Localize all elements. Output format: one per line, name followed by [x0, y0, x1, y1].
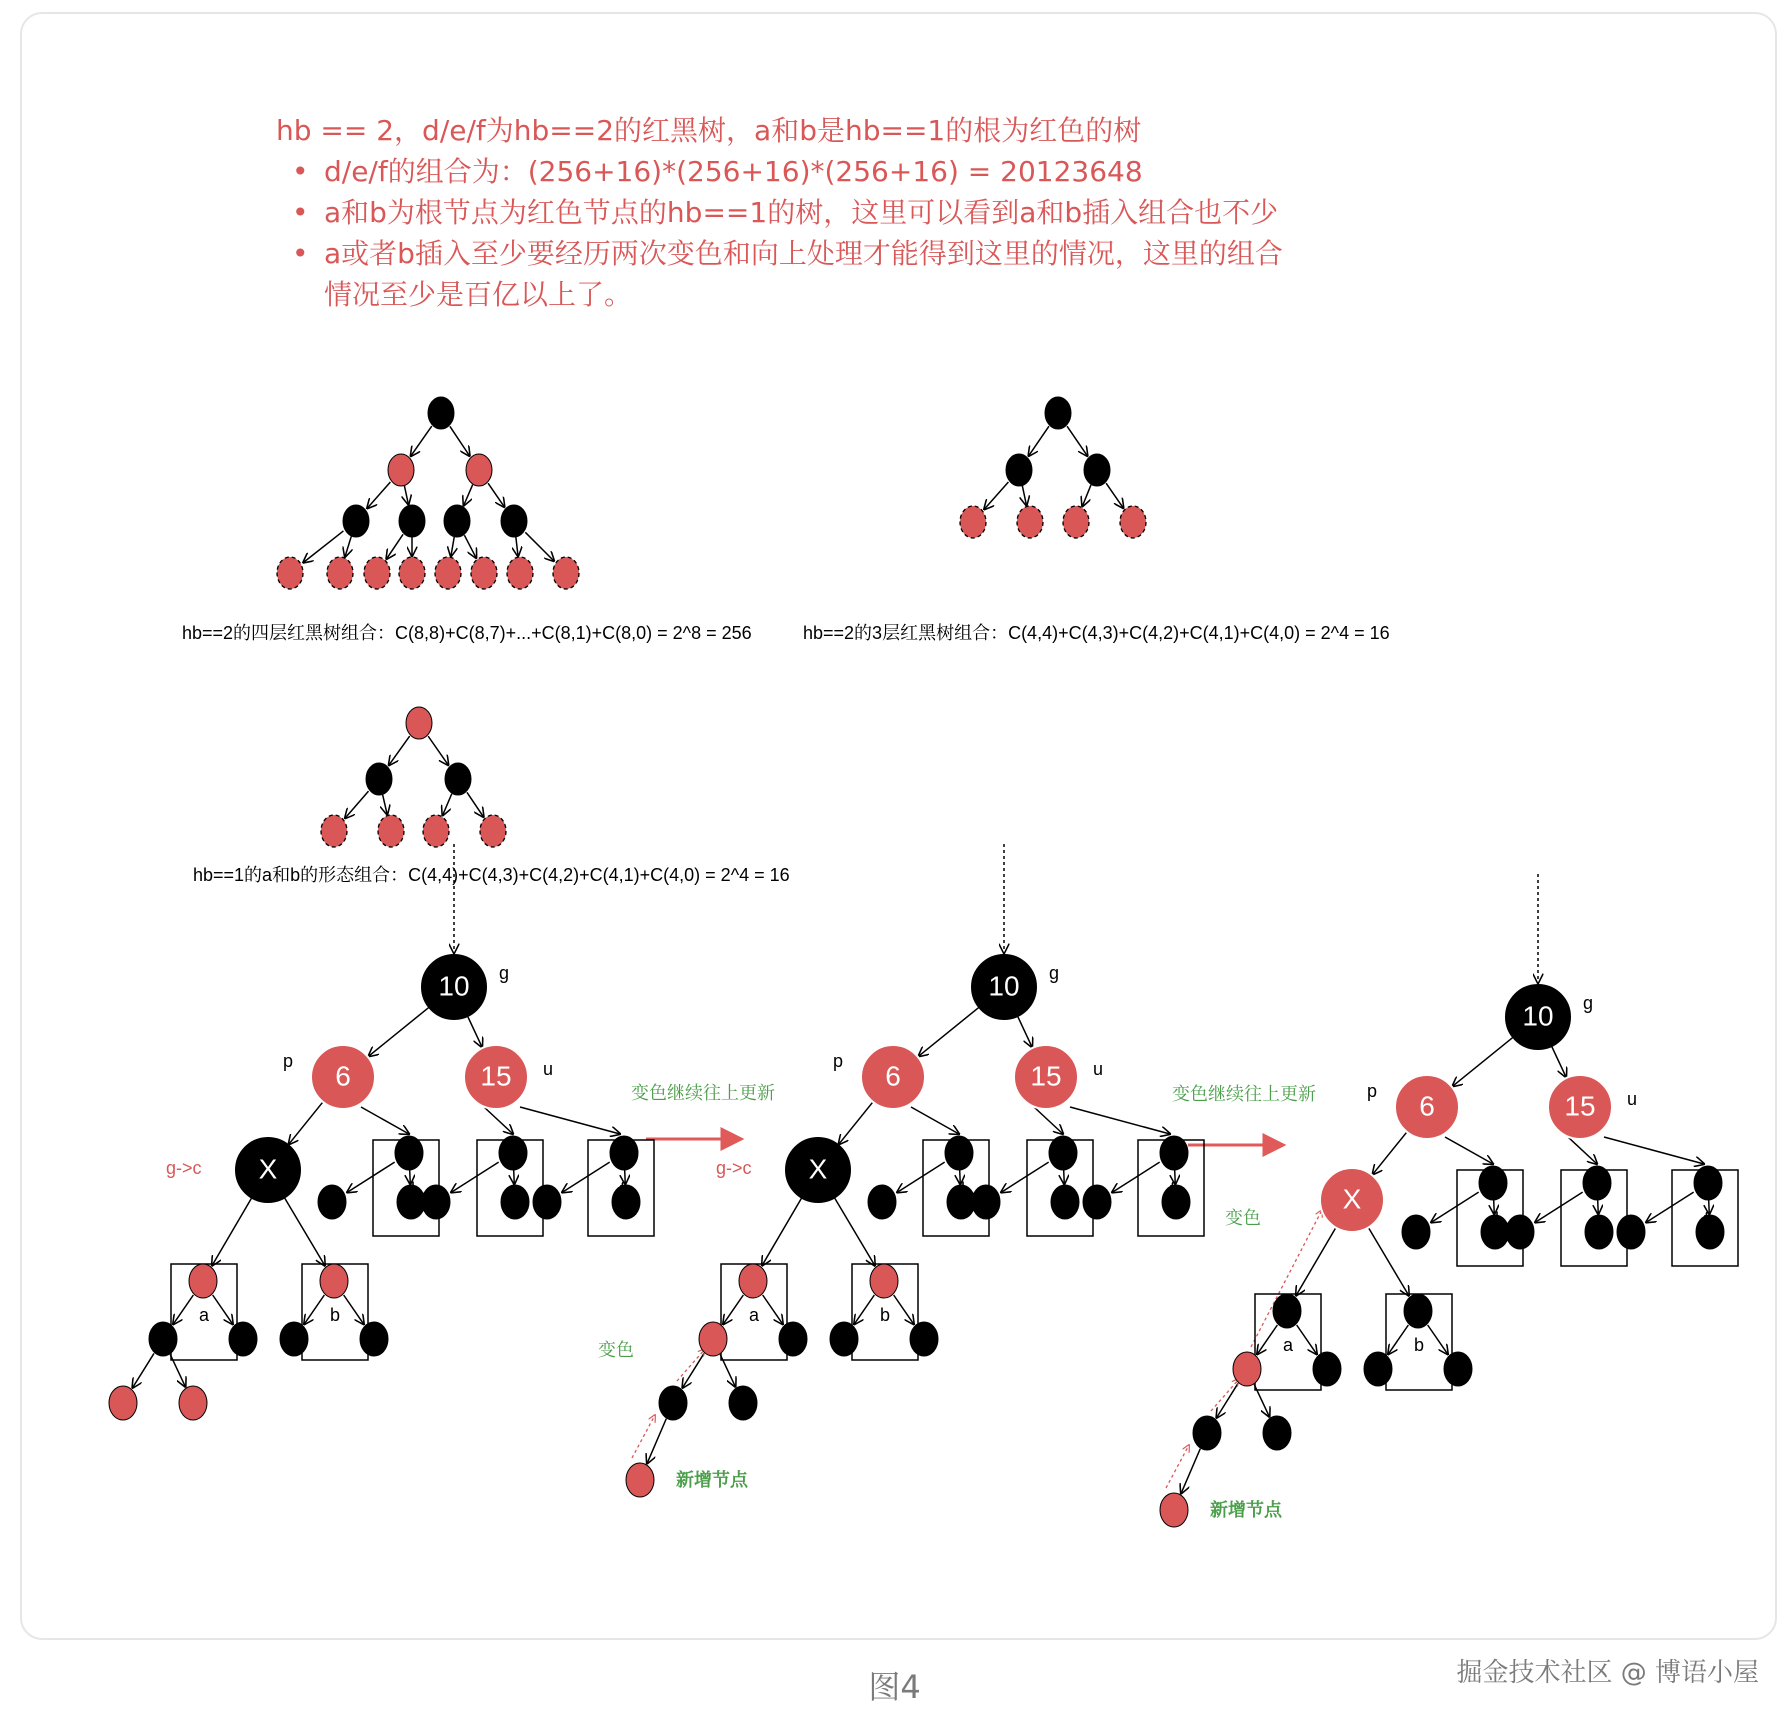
red-node — [471, 557, 497, 589]
tree-edge — [520, 1107, 620, 1134]
label-g: g — [1583, 993, 1594, 1013]
tree-edge — [289, 1102, 323, 1144]
bullet-continuation: 情况至少是百亿以上了。 — [324, 278, 633, 311]
red-node — [507, 557, 533, 589]
red-node — [277, 557, 303, 589]
black-node — [972, 1185, 1000, 1219]
black-node — [444, 505, 470, 537]
node-x-value: X — [258, 1153, 278, 1185]
subtree-b-root — [1404, 1294, 1432, 1328]
black-node — [1162, 1185, 1190, 1219]
tree-edge — [763, 1295, 783, 1324]
recolor-path-arrow — [1211, 1379, 1239, 1411]
black-node — [1193, 1416, 1221, 1450]
tree-edge — [911, 1107, 959, 1134]
hb1-root — [406, 707, 432, 739]
label-u: u — [1627, 1089, 1638, 1109]
node-x-value: X — [1342, 1183, 1362, 1215]
new-node-label: 新增节点 — [1210, 1500, 1282, 1520]
black-node — [1444, 1352, 1472, 1386]
black-node — [910, 1322, 938, 1356]
tree-edge — [1373, 1132, 1407, 1174]
tree-edge — [484, 1107, 513, 1134]
red-node — [1233, 1352, 1261, 1386]
black-node — [1083, 1185, 1111, 1219]
subtree-label-b: b — [880, 1305, 891, 1325]
black-node — [399, 505, 425, 537]
tree-edge — [369, 1007, 430, 1056]
black-node — [395, 1136, 423, 1170]
node-g-value: 10 — [438, 970, 470, 1002]
tree-edge — [1453, 1037, 1514, 1086]
tree-edge — [404, 486, 408, 505]
tree3-root — [1045, 397, 1071, 429]
bullet-item: • a或者b插入至少要经历两次变色和向上处理才能得到这里的情况，这里的组合 — [324, 233, 1376, 274]
tree-edge — [1022, 486, 1026, 506]
label-p: p — [1367, 1081, 1378, 1101]
tree-edge — [1646, 1192, 1693, 1222]
red-node — [388, 454, 414, 486]
red-node — [466, 454, 492, 486]
black-node — [779, 1322, 807, 1356]
label-p: p — [283, 1051, 294, 1071]
node-p-value: 6 — [1419, 1090, 1435, 1122]
tree-edge — [464, 535, 476, 558]
red-node — [399, 557, 425, 589]
tree-edge — [1568, 1137, 1597, 1164]
tree-edge — [347, 1162, 394, 1192]
label-recolor-up: 变色继续往上更新 — [1172, 1084, 1316, 1104]
bullet-item: • a和b为根节点为红色节点的hb==1的树，这里可以看到a和b插入组合也不少 — [324, 192, 1376, 233]
node-g-value: 10 — [1522, 1000, 1554, 1032]
tree-edge — [1296, 1228, 1336, 1296]
red-node — [423, 815, 449, 847]
tree-edge — [1445, 1137, 1493, 1164]
label-recolor-up: 变色继续往上更新 — [631, 1083, 775, 1103]
red-node — [179, 1386, 207, 1420]
tree-edge — [1067, 426, 1087, 456]
black-node — [1694, 1166, 1722, 1200]
subtree-label-d: d — [955, 1179, 966, 1199]
tree-edge — [170, 1354, 185, 1386]
black-node — [610, 1136, 638, 1170]
subtree-a-root — [1273, 1294, 1301, 1328]
label-recolor: 变色 — [1225, 1208, 1261, 1228]
black-node — [1084, 454, 1110, 486]
black-node — [499, 1136, 527, 1170]
red-node — [1120, 506, 1146, 538]
black-node — [1506, 1215, 1534, 1249]
black-node — [729, 1386, 757, 1420]
label-g-to-c: g->c — [166, 1158, 202, 1178]
tree-edge — [386, 534, 403, 559]
figure-caption: 图4 — [868, 1668, 921, 1706]
node-layer — [109, 397, 1724, 1527]
subtree-label-f: f — [1704, 1209, 1710, 1229]
tree-edge — [1082, 485, 1091, 506]
tree-edge — [894, 1295, 914, 1324]
subtree-label-d: d — [405, 1179, 416, 1199]
black-node — [229, 1322, 257, 1356]
tree-edge — [464, 485, 473, 506]
tree-edge — [1106, 483, 1123, 508]
subtree-label-a: a — [749, 1305, 760, 1325]
subtree-b-root — [870, 1264, 898, 1298]
tree-edge — [984, 482, 1008, 509]
new-node-label: 新增节点 — [676, 1470, 748, 1490]
subtree-a-root — [189, 1264, 217, 1298]
black-node — [1049, 1136, 1077, 1170]
black-node — [868, 1185, 896, 1219]
tree-edge — [443, 794, 452, 816]
tree-edge — [1428, 1325, 1448, 1354]
black-node — [318, 1185, 346, 1219]
tree-edge — [562, 1162, 609, 1192]
tree-edge — [389, 736, 410, 765]
label-p: p — [833, 1051, 844, 1071]
subtree-label-a: a — [199, 1305, 210, 1325]
tree-edge — [133, 1353, 154, 1387]
tree-edge — [344, 1295, 364, 1324]
black-node — [360, 1322, 388, 1356]
caption-three-layer: hb==2的3层红黑树组合：C(4,4)+C(4,3)+C(4,2)+C(4,1)+C(4,0) = 2^4 = 16 — [803, 623, 1390, 643]
black-node — [280, 1322, 308, 1356]
node-x-value: X — [808, 1153, 828, 1185]
node-u-value: 15 — [480, 1060, 512, 1092]
black-node — [149, 1322, 177, 1356]
black-node — [612, 1185, 640, 1219]
black-node — [343, 505, 369, 537]
node-p-value: 6 — [885, 1060, 901, 1092]
tree-edge — [1552, 1046, 1567, 1077]
tree-edge — [428, 736, 448, 765]
red-node — [321, 815, 347, 847]
tree-edge — [304, 1295, 324, 1324]
tree-edge — [1112, 1162, 1159, 1192]
subtree-label-e: e — [1059, 1179, 1070, 1199]
tree-edge — [411, 426, 432, 456]
red-node — [1017, 506, 1043, 538]
black-node — [1583, 1166, 1611, 1200]
black-node — [445, 763, 471, 795]
subtree-label-b: b — [330, 1305, 341, 1325]
black-node — [1402, 1215, 1430, 1249]
tree-edge — [467, 792, 484, 817]
tree-edge — [450, 426, 470, 456]
tree-edge — [1029, 426, 1049, 456]
black-node — [659, 1386, 687, 1420]
black-node — [1696, 1215, 1724, 1249]
black-node — [1006, 454, 1032, 486]
label-u: u — [1093, 1059, 1104, 1079]
tree-edge — [468, 1016, 483, 1047]
tree4-root — [428, 397, 454, 429]
black-node — [1479, 1166, 1507, 1200]
red-node — [553, 557, 579, 589]
tree-edge — [212, 1198, 252, 1266]
node-u-value: 15 — [1564, 1090, 1596, 1122]
label-recolor: 变色 — [598, 1340, 634, 1360]
watermark: 掘金技术社区 @ 博语小屋 — [1456, 1658, 1759, 1688]
red-node — [480, 815, 506, 847]
black-node — [501, 505, 527, 537]
tree-edge — [213, 1295, 233, 1324]
label-g: g — [499, 963, 510, 983]
label-g-to-c: g->c — [716, 1158, 752, 1178]
tree-edge — [383, 795, 388, 815]
subtree-label-f: f — [620, 1179, 626, 1199]
subtree-label-e: e — [1593, 1209, 1604, 1229]
tree-edge — [345, 536, 351, 556]
red-node — [1063, 506, 1089, 538]
black-node — [1160, 1136, 1188, 1170]
subtree-label-b: b — [1414, 1335, 1425, 1355]
tree-edge — [361, 1107, 409, 1134]
tree-edge — [723, 1295, 743, 1324]
tree-edge — [1018, 1016, 1033, 1047]
tree-edge — [919, 1007, 980, 1056]
new-node — [626, 1463, 654, 1497]
tree-edge — [1297, 1325, 1317, 1354]
tree-edge — [1254, 1384, 1269, 1416]
red-node — [378, 815, 404, 847]
subtree-label-e: e — [509, 1179, 520, 1199]
bullet-item: • d/e/f的组合为：(256+16)*(256+16)*(256+16) = 20123648 — [324, 151, 1376, 192]
red-node — [109, 1386, 137, 1420]
red-node — [960, 506, 986, 538]
new-node — [1160, 1493, 1188, 1527]
red-node — [327, 557, 353, 589]
subtree-b-root — [320, 1264, 348, 1298]
subtree-label-a: a — [1283, 1335, 1294, 1355]
label-u: u — [543, 1059, 554, 1079]
black-node — [533, 1185, 561, 1219]
subtree-label-d: d — [1489, 1209, 1500, 1229]
tree-edge — [854, 1295, 874, 1324]
tree-edge — [839, 1102, 873, 1144]
tree-edge — [1070, 1107, 1170, 1134]
tree-edge — [1001, 1162, 1048, 1192]
recolor-path-arrow — [677, 1349, 705, 1381]
tree-edge — [1604, 1137, 1704, 1164]
caption-four-layer: hb==2的四层红黑树组合：C(8,8)+C(8,7)+...+C(8,1)+C(8,0) = 2^8 = 256 — [182, 623, 752, 643]
black-node — [830, 1322, 858, 1356]
tree-edge — [345, 791, 368, 818]
heading-line: hb == 2，d/e/f为hb==2的红黑树，a和b是hb==1的根为红色的树 — [276, 114, 1142, 147]
tree-edge — [173, 1295, 193, 1324]
label-g: g — [1049, 963, 1060, 983]
tree-edge — [720, 1354, 735, 1386]
red-node — [435, 557, 461, 589]
tree-edge — [1431, 1192, 1478, 1222]
black-node — [1313, 1352, 1341, 1386]
tree-edge — [1388, 1325, 1408, 1354]
black-node — [366, 763, 392, 795]
node-u-value: 15 — [1030, 1060, 1062, 1092]
node-g-value: 10 — [988, 970, 1020, 1002]
black-node — [1364, 1352, 1392, 1386]
tree-edge — [516, 537, 518, 556]
caption-hb1: hb==1的a和b的形态组合：C(4,4)+C(4,3)+C(4,2)+C(4,1)+C(4,0) = 2^4 = 16 — [193, 865, 790, 885]
black-node — [1617, 1215, 1645, 1249]
black-node — [422, 1185, 450, 1219]
black-node — [1263, 1416, 1291, 1450]
text-layer — [166, 623, 1710, 1520]
red-node — [364, 557, 390, 589]
subtree-label-f: f — [1170, 1179, 1176, 1199]
tree-edge — [451, 537, 454, 556]
tree-edge — [525, 532, 554, 561]
black-node — [945, 1136, 973, 1170]
tree-edge — [1034, 1107, 1063, 1134]
tree-edge — [451, 1162, 498, 1192]
red-node — [699, 1322, 727, 1356]
node-p-value: 6 — [335, 1060, 351, 1092]
tree-edge — [762, 1198, 802, 1266]
tree-edge — [897, 1162, 944, 1192]
tree-edge — [367, 482, 390, 508]
tree-edge — [488, 483, 504, 507]
tree-edge — [1535, 1192, 1582, 1222]
subtree-a-root — [739, 1264, 767, 1298]
